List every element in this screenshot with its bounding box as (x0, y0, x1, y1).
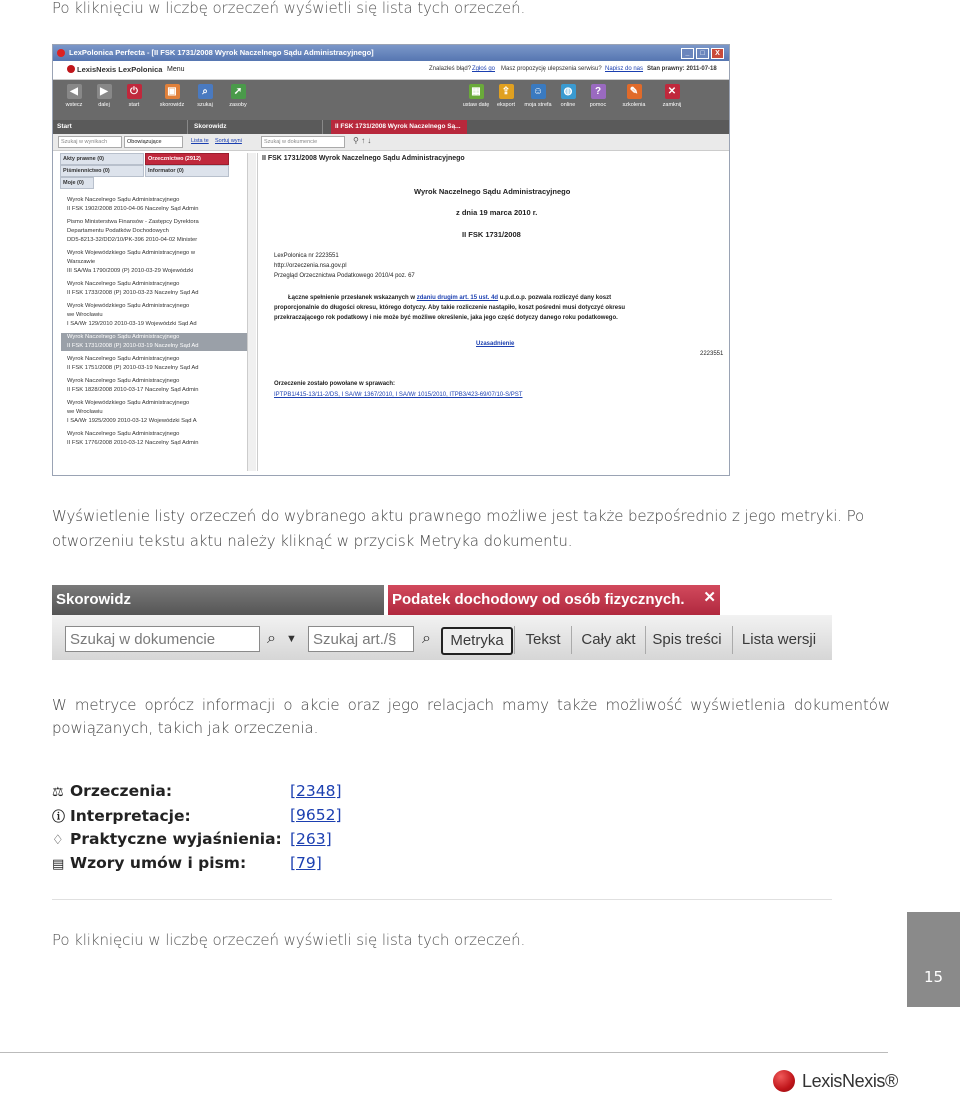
relation-wzory-count[interactable]: [79] (290, 854, 322, 872)
publication: Przegląd Orzecznictwa Podatkowego 2010/4 poz. 67 (274, 273, 415, 279)
result-item-line[interactable]: II FSK 1776/2008 2010-03-12 Naczelny Sąd Admin (67, 440, 199, 446)
toolbar-button-5[interactable] (223, 84, 253, 118)
toolbar-button-label: skorowidz (159, 102, 185, 108)
application-screenshot (52, 44, 730, 476)
app-icon (57, 49, 65, 57)
metryka-button[interactable]: Metryka (441, 627, 513, 655)
thesis-line-3: przekraczającego rok podatkowy i nie może być możliwe określenie, jaka jego część dotyczy danego roku podatkowego. (274, 315, 618, 321)
filter-select[interactable]: Obowiązujące (124, 136, 183, 148)
arrow-right-icon: ▶ (97, 84, 112, 99)
toolbar-button-10[interactable] (583, 84, 613, 118)
tab-skorowidz[interactable]: Skorowidz (52, 585, 384, 615)
result-item-line[interactable]: II FSK 1902/2008 2010-04-06 Naczelny Sąd Admin (67, 206, 199, 212)
result-item-line[interactable]: III SA/Wa 1790/2009 (P) 2010-03-29 Wojewódzki (67, 268, 194, 274)
tab-start[interactable]: Start (53, 120, 188, 134)
page-number: 15 (907, 912, 960, 1007)
result-item-title[interactable]: Wyrok Wojewódzkiego Sądu Administracyjnego (67, 400, 190, 406)
search-document-input[interactable]: Szukaj w dokumencie (65, 626, 260, 652)
search-icon[interactable]: ⌕ (267, 630, 276, 647)
result-item-line[interactable]: we Wrocławiu (67, 312, 103, 318)
document-date: z dnia 19 marca 2010 r. (456, 208, 538, 217)
training-icon: ✎ (627, 84, 642, 99)
result-item-title[interactable]: Wyrok Naczelnego Sądu Administracyjnego (67, 281, 180, 287)
result-item-line[interactable]: II FSK 1733/2008 (P) 2010-03-23 Naczelny Sąd Ad (67, 290, 199, 296)
lexisnexis-logo-icon (67, 65, 75, 73)
toolbar-button-4[interactable] (190, 84, 220, 118)
folder-icon: ▣ (165, 84, 180, 99)
menu-bar (53, 61, 729, 80)
main-toolbar (53, 80, 729, 120)
toolbar-button-label: wstecz (65, 102, 83, 108)
result-item-title[interactable]: Wyrok Wojewódzkiego Sądu Administracyjnego (67, 303, 190, 309)
report-error-link[interactable]: Zgłoś go (472, 66, 496, 72)
document-title: Wyrok Naczelnego Sądu Administracyjnego (414, 187, 571, 196)
power-icon: ⏻ (127, 84, 142, 99)
sort-results-link[interactable]: Sortuj wyni (215, 138, 242, 144)
toolbar-button-0[interactable] (59, 84, 89, 118)
result-item-title[interactable]: Wyrok Naczelnego Sądu Administracyjnego (67, 356, 180, 362)
relation-orzeczenia: ⚖ Orzeczenia: (52, 782, 173, 800)
article-link[interactable]: zdaniu drugim art. 15 ust. 4d (416, 295, 499, 301)
search-icon[interactable]: ⚲ ↑ ↓ (353, 136, 372, 145)
toolbar-button-1[interactable] (89, 84, 119, 118)
search-document-input[interactable]: Szukaj w dokumencie (261, 136, 345, 148)
divider (52, 899, 832, 900)
category-judgments[interactable]: Orzecznictwo (2912) (145, 153, 229, 165)
suggest-text: Masz propozycję ulepszenia serwisu? (501, 66, 602, 72)
user-icon: ☺ (531, 84, 546, 99)
toolbar-button-label: szkolenia (622, 102, 646, 108)
document-signature: II FSK 1731/2008 (462, 230, 521, 239)
thesis-line-2: proporcjonalnie do długości okresu, którego dotyczy. Aby takie rozliczenie nastąpiło, koszt pośredni musi dotyczyć okresu (274, 305, 626, 311)
close-window-button[interactable]: X (711, 48, 724, 59)
result-item-line[interactable]: II FSK 1828/2008 2010-03-17 Naczelny Sąd Admin (67, 387, 199, 393)
category-mine[interactable]: Moje (0) (60, 177, 94, 189)
toolbar-button-label: moja strefa (524, 102, 552, 108)
metryka-toolbar-screenshot (52, 585, 832, 660)
toolbar-button-9[interactable] (553, 84, 583, 118)
toolbar-button-7[interactable] (491, 84, 521, 118)
document-icon: ▤ (52, 857, 65, 872)
toolbar-button-2[interactable] (119, 84, 149, 118)
search-results-input[interactable]: Szukaj w wynikach (58, 136, 122, 148)
globe-icon: ◍ (561, 84, 576, 99)
search-article-input[interactable]: Szukaj art./§ (308, 626, 414, 652)
window-title-bar (53, 45, 729, 61)
toolbar-button-label: online (560, 102, 576, 108)
result-item-title[interactable]: Pismo Ministerstwa Finansów - Zastępcy Dyrektora (67, 219, 199, 225)
document-toolbar (52, 615, 832, 660)
caly-akt-button[interactable]: Cały akt (571, 626, 645, 654)
result-item-line[interactable]: Departamentu Podatków Dochodowych (67, 228, 169, 234)
scales-icon: ⚖ (52, 785, 64, 800)
legal-status-date: Stan prawny: 2011-07-18 (647, 66, 717, 72)
document-number: 2223551 (700, 351, 724, 357)
calendar-icon: ▦ (469, 84, 484, 99)
result-item-title[interactable]: Wyrok Naczelnego Sądu Administracyjnego (67, 431, 180, 437)
paragraph-2-line-1: W metryce oprócz informacji o akcie oraz jego relacjach mamy także możliwość wyświetlenia dokumentów (52, 696, 890, 714)
help-icon: ? (591, 84, 606, 99)
relation-interpretacje-count[interactable]: [9652] (290, 806, 342, 824)
resources-icon: ➚ (231, 84, 246, 99)
active-tab-label: Podatek dochodowy od osób fizycznych. (392, 591, 685, 608)
footer-divider (0, 1052, 888, 1053)
relation-interpretacje: ⓘ Interpretacje: (52, 807, 191, 825)
result-item-line[interactable]: II FSK 1751/2008 (P) 2010-03-19 Naczelny Sąd Ad (67, 365, 199, 371)
close-icon: ✕ (665, 84, 680, 99)
chevron-down-icon[interactable]: ▼ (286, 633, 297, 645)
result-item-title[interactable]: Wyrok Wojewódzkiego Sądu Administracyjnego w (67, 250, 196, 256)
result-item-line[interactable]: DD5-8213-32/DD2/10/PK-396 2010-04-02 Minister (67, 237, 198, 243)
paragraph-1-line-1: Wyświetlenie listy orzeczeń do wybranego aktu prawnego możliwe jest także bezpośrednio z jego metryki. Po (52, 507, 865, 525)
write-to-us-link[interactable]: Napisz do nas (605, 66, 644, 72)
result-item-line[interactable]: I SA/Wr 1925/2009 2010-03-12 Wojewódzki Sąd A (67, 418, 197, 424)
search-bar (53, 134, 729, 151)
toolbar-button-3[interactable] (157, 84, 187, 118)
export-icon: ⇪ (499, 84, 514, 99)
toolbar-button-11[interactable] (619, 84, 649, 118)
result-item-line[interactable]: Warszawie (67, 259, 96, 265)
search-article-icon[interactable]: ⌕ (422, 630, 431, 647)
justification-link[interactable]: Uzasadnienie (476, 341, 515, 347)
lexpolonica-number: LexPolonica nr 2223551 (274, 253, 339, 259)
results-panel (59, 153, 255, 471)
toolbar-button-label: szukaj (197, 102, 213, 108)
tab-strip (52, 585, 832, 615)
toolbar-button-6[interactable] (461, 84, 491, 118)
found-error-text: Znalazłeś błąd? (429, 66, 472, 72)
lista-wersji-button[interactable]: Lista wersji (732, 626, 825, 654)
bottom-caption: Po kliknięciu w liczbę orzeczeń wyświetli się lista tych orzeczeń. (52, 931, 526, 949)
brand-logo: LexisNexis LexPolonica (67, 65, 162, 74)
lexisnexis-globe-icon (773, 1070, 795, 1092)
category-literature[interactable]: Piśmiennictwo (0) (60, 165, 144, 177)
tab-document[interactable]: II FSK 1731/2008 Wyrok Naczelnego Są... (331, 120, 467, 134)
toolbar-button-label: zamknij (662, 102, 682, 108)
info-icon: ⓘ (52, 810, 66, 825)
result-item-line[interactable]: I SA/Wr 129/2010 2010-03-19 Wojewódzki Sąd Ad (67, 321, 197, 327)
thesis-line-1: Łączne spełnienie przesłanek wskazanych w zdaniu drugim art. 15 ust. 4d u.p.d.o.p. pozwala rozliczyć dany koszt (288, 295, 612, 301)
source-url: http://orzeczenia.nsa.gov.pl (274, 263, 347, 269)
toolbar-button-label: zasoby (229, 102, 247, 108)
bulb-icon: ♢ (52, 833, 64, 848)
document-header: II FSK 1731/2008 Wyrok Naczelnego Sądu Administracyjnego (262, 155, 465, 162)
footer-brand: LexisNexis® (802, 1071, 898, 1091)
cited-links[interactable]: IPTPB1/415-13/11-2/DS, I SA/Wr 1367/2010, I SA/Wr 1015/2010, ITPB3/423-69/07/10-S/PST (274, 392, 523, 398)
document-pane (257, 153, 724, 471)
cited-heading: Orzeczenie zostało powołane w sprawach: (274, 381, 396, 387)
category-acts[interactable]: Akty prawne (0) (60, 153, 144, 165)
tab-skorowidz[interactable]: Skorowidz (190, 120, 323, 134)
maximize-button[interactable]: □ (696, 48, 709, 59)
relation-wyjasnienia: ♢ Praktyczne wyjaśnienia: (52, 830, 282, 848)
close-tab-icon[interactable]: ✕ (703, 589, 716, 606)
toolbar-button-12[interactable] (657, 84, 687, 118)
result-item-title[interactable]: Wyrok Naczelnego Sądu Administracyjnego (61, 333, 247, 342)
toolbar-button-label: pomoc (589, 102, 607, 108)
relation-wzory: ▤ Wzory umów i pism: (52, 854, 247, 872)
results-scrollbar[interactable] (247, 153, 256, 471)
toolbar-button-label: eksport (496, 102, 516, 108)
menu-button[interactable]: Menu (167, 66, 185, 73)
search-icon: ⌕ (198, 84, 213, 99)
toolbar-button-label: ustaw datę (462, 102, 490, 108)
tekst-button[interactable]: Tekst (514, 626, 571, 654)
paragraph-1-line-2: otworzeniu tekstu aktu należy kliknąć w przycisk Metryka dokumentu. (52, 532, 573, 550)
top-caption: Po kliknięciu w liczbę orzeczeń wyświetli się lista tych orzeczeń. (52, 0, 526, 17)
tab-active-document[interactable] (388, 585, 720, 615)
relation-orzeczenia-count[interactable]: [2348] (290, 782, 342, 800)
toolbar-button-label: start (128, 102, 140, 108)
paragraph-2-line-2: powiązanych, takich jak orzeczenia. (52, 719, 319, 737)
toolbar-button-label: dalej (98, 102, 110, 108)
result-item-line[interactable]: II FSK 1731/2008 (P) 2010-03-19 Naczelny Sąd Ad (61, 342, 247, 351)
tab-bar (53, 120, 729, 134)
window-title: LexPolonica Perfecta - [II FSK 1731/2008 Wyrok Naczelnego Sądu Administracyjnego] (69, 48, 374, 57)
category-informator[interactable]: Informator (0) (145, 165, 229, 177)
results-list-link[interactable]: Lista te (191, 138, 209, 144)
result-item-line[interactable]: we Wrocławiu (67, 409, 103, 415)
arrow-left-icon: ◀ (67, 84, 82, 99)
result-item-title[interactable]: Wyrok Naczelnego Sądu Administracyjnego (67, 197, 180, 203)
minimize-button[interactable]: _ (681, 48, 694, 59)
relation-wyjasnienia-count[interactable]: [263] (290, 830, 332, 848)
result-item-title[interactable]: Wyrok Naczelnego Sądu Administracyjnego (67, 378, 180, 384)
toolbar-button-8[interactable] (523, 84, 553, 118)
spis-tresci-button[interactable]: Spis treści (645, 626, 728, 654)
